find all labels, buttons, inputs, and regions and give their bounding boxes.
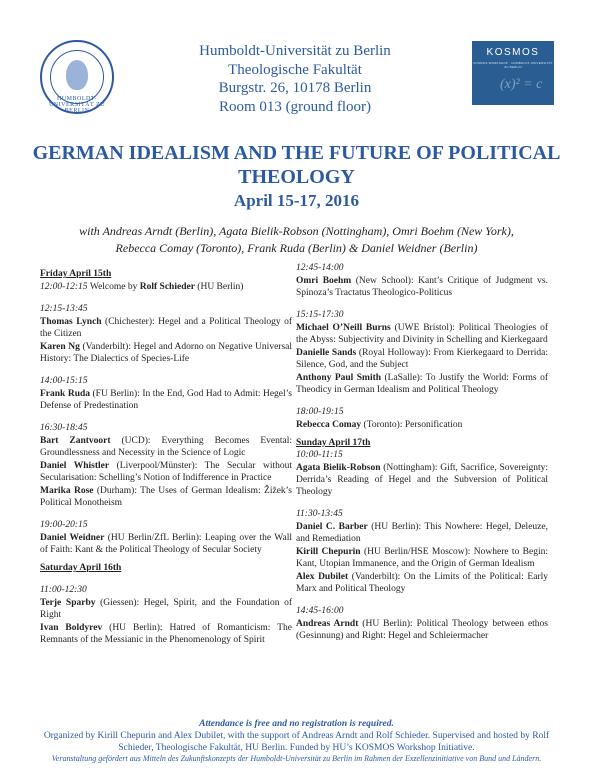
day-heading: Friday April 15th [40,269,112,279]
venue-room: Room 013 (ground floor) [218,98,372,115]
session-time: 11:00-12:30 [40,585,87,595]
speaker-name: Daniel Weidner [40,533,105,543]
speaker-name: Daniel C. Barber [296,522,368,532]
session-time: 12:15-13:45 [40,304,88,314]
session-time: 10:00-11:15 [296,450,343,460]
venue-university: Humboldt-Universität zu Berlin [199,43,391,59]
talk-title: (HU Berlin) [194,282,244,292]
session-time: 11:30-13:45 [296,509,343,519]
talk-title: (Durham): The Uses of German Idealism: Žižek’s Political Monotheism [40,486,292,508]
talk-entry [40,597,292,621]
speaker-name: Kirill Chepurin [296,547,361,557]
kosmos-title: KOSMOS [486,47,540,58]
speaker-name: Agata Bielik-Robson [296,463,381,473]
talk-title: (UCD): Everything Becomes Evental: Groundlessness and Necessity in the Science of Logic [40,436,292,458]
kosmos-logo [472,41,554,105]
speaker-name: Danielle Sands [296,348,357,358]
speaker-name: Thomas Lynch [40,317,102,327]
speaker-name: Rolf Schieder [139,282,195,292]
talk-intro: Welcome by [89,282,140,292]
talk-title: (HU Berlin/ZfL Berlin): Leaping over the Wall of Faith: Kant & the Political Theology of Secular Society [40,533,292,555]
talk-entry [296,419,548,431]
talk-entry [296,571,548,595]
footer-funding: Veranstaltung gefördert aus Mitteln des Zukunftskonzepts der Humboldt-Universität zu Berlin im Rahmen der Exzellenzinitiative von Bund und Ländern. [51,754,542,763]
talk-entry [40,388,292,412]
day-heading: Saturday April 16th [40,563,122,573]
talk-entry [296,462,548,498]
talk-entry [296,347,548,371]
venue-faculty: Theologische Fakultät [228,61,362,78]
talk-entry [40,532,292,556]
speaker-name: Michael O’Neill Burns [296,323,391,333]
talk-entry [40,485,292,509]
talk-title: (HU Berlin): Political Theology between ethos (Gesinnung) and Right: Hegel and Schleiermacher [296,619,548,641]
talk-title: (Nottingham): Gift, Sacrifice, Sovereignty: Derrida’s Reading of Hegel and the Subversion of Political Theology [296,463,548,497]
footer [30,718,563,764]
session-time: 18:00-19:15 [296,407,344,417]
speaker-name: Ivan Boldyrev [40,623,103,633]
talk-entry [40,341,292,365]
session-time: 15:15-17:30 [296,310,344,320]
speaker-name: Daniel Whistler [40,461,110,471]
talk-title: (HU Berlin/HSE Moscow): Nowhere to Begin: Kant, Utopian Immanence, and the Origin of German Idealism [296,547,549,569]
session-time: 16:30-18:45 [40,423,88,433]
session-time: 12:00-12:15 [40,282,90,292]
speaker-name: Rebecca Comay [296,420,362,430]
talk-entry [296,546,548,570]
university-seal-icon [40,40,114,114]
conference-dates: April 15-17, 2016 [233,191,360,210]
talk-title: (Toronto): Personification [361,420,463,430]
speaker-name: Andreas Arndt [296,619,359,629]
session-time: 19:00-20:15 [40,520,88,530]
speaker-name: Karen Ng [40,342,80,352]
session-time: 12:45-14:00 [296,263,344,273]
speakers-line-1: with Andreas Arndt (Berlin), Agata Bielik-Robson (Nottingham), Omri Boehm (New York), [79,224,514,238]
talk-title: (HU Berlin): This Nowhere: Hegel, Deleuze, and Remediation [296,522,548,544]
talk-entry [296,372,548,396]
talk-title: (New School): Kant’s Critique of Judgment vs. Spinoza’s Tractatus Theologico-Politicus [296,276,548,298]
talk-title: (HU Berlin): Hatred of Romanticism: The Remnants of the Messianic in the Phenomenology of Spirit [40,623,292,645]
talk-entry [40,460,292,484]
speaker-name: Frank Ruda [40,389,91,399]
footer-organizers: Organized by Kirill Chepurin and Alex Dubilet, with the support of Andreas Arndt and Rolf Schieder. Supervised and hosted by Rolf Schieder, Theologische Fakultät, HU Berlin. Funded by HU’s KOSMOS Workshop Initiative. [43,731,550,753]
speaker-name: Bart Zantvoort [40,436,111,446]
speaker-name: Alex Dubilet [296,572,349,582]
speaker-name: Terje Sparby [40,598,96,608]
speaker-name: Marika Rose [40,486,94,496]
speakers-line [60,223,533,257]
speaker-name: Omri Boehm [296,276,352,286]
program-right-column [296,262,548,642]
kosmos-subtitle: KOSMOS WORKSHOP · HUMBOLDT-UNIVERSITÄT ZU BERLIN [473,61,553,69]
talk-entry [40,435,292,459]
talk-title: (LaSalle): To Justify the World: Forms of Theodicy in German Idealism and Political Theology [296,373,548,395]
talk-title: (UWE Bristol): Political Theologies of the Abyss: Subjectivity and Divinity in Schelling and Kierkegaard [296,323,548,345]
session-time: 14:00-15:15 [40,376,88,386]
kosmos-mark: (x)² = c [500,77,543,92]
talk-entry [296,521,548,545]
talk-title: (Royal Holloway): From Kierkegaard to Derrida: Silence, God, and the Subject [296,348,549,370]
speakers-line-2: Rebecca Comay (Toronto), Frank Ruda (Berlin) & Daniel Weidner (Berlin) [115,241,478,255]
footer-attendance: Attendance is free and no registration is required. [199,719,394,729]
seal-text: HUMBOLDT-UNIVERSITÄT ZU BERLIN [48,96,106,114]
seal-portrait [66,60,88,90]
talk-title: (Chichester): Hegel and a Political Theology of the Citizen [40,317,292,339]
talk-entry [296,322,548,346]
speaker-name: Anthony Paul Smith [296,373,382,383]
talk-title: (Giessen): Hegel, Spirit, and the Foundation of Right [40,598,292,620]
talk-entry [40,316,292,340]
session-time: 14:45-16:00 [296,606,344,616]
talk-title: (Liverpool/Münster): The Secular without Secularisation: Schelling’s Notion of Indifference in Practice [40,461,292,483]
talk-title: (FU Berlin): In the End, God Had to Admit: Hegel’s Defense of Predestination [40,389,293,411]
program-left-column [40,262,292,646]
talk-entry [40,622,292,646]
talk-entry [296,275,548,299]
conference-title: GERMAN IDEALISM AND THE FUTURE OF POLITICAL THEOLOGY [32,142,561,188]
talk-entry [40,281,292,293]
talk-title: (Vanderbilt): On the Limits of the Political: Early Marx and Political Theology [296,572,548,594]
day-heading: Sunday April 17th [296,438,371,448]
venue-address: Burgstr. 26, 10178 Berlin [218,80,372,96]
talk-title: (Vanderbilt): Hegel and Adorno on Negative Universal History: The Dialectics of Species-Life [40,342,293,364]
talk-entry [296,618,548,642]
venue-header [170,42,420,116]
